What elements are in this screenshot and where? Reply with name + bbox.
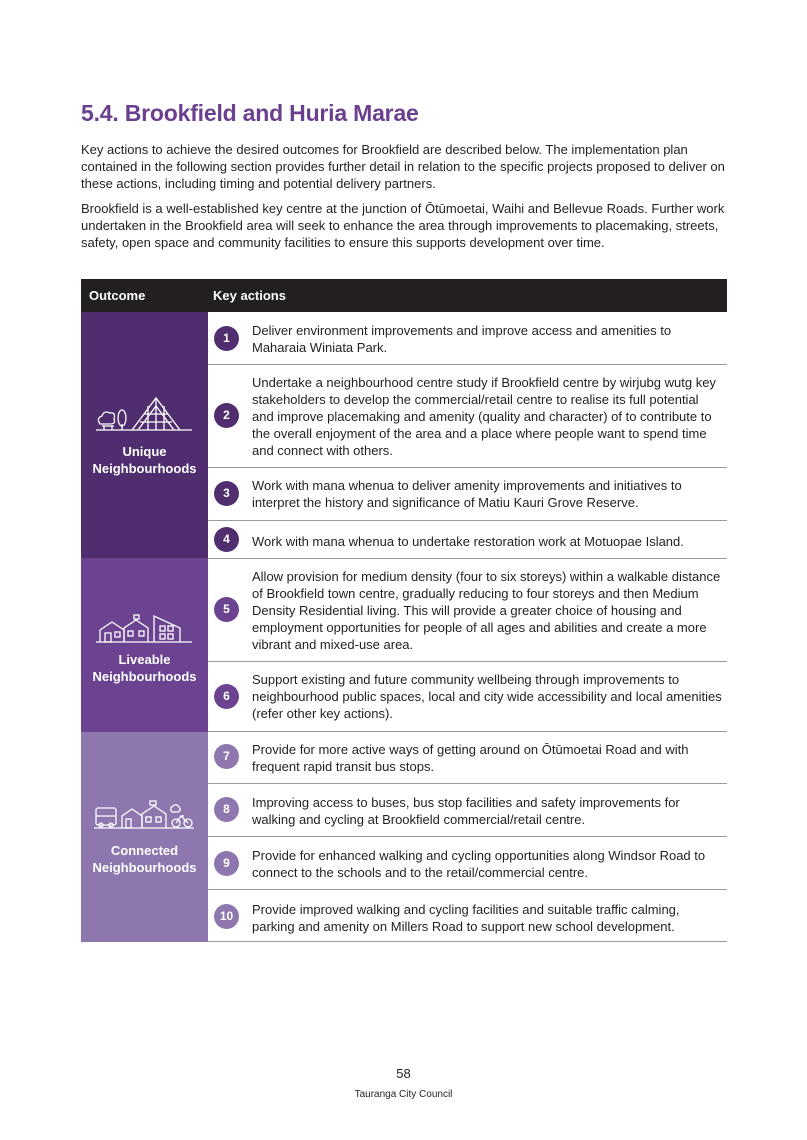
table-row [208, 890, 727, 942]
outcome-cell-connected [81, 732, 208, 942]
action-number-badge: 10 [214, 904, 239, 929]
table-row [208, 312, 727, 365]
outcome-label-liveable: Liveable Neighbourhoods [92, 652, 197, 684]
outcome-label-unique: Unique Neighbourhoods [92, 444, 197, 476]
outcome-cell-unique [81, 312, 208, 558]
key-actions-table [81, 279, 727, 942]
action-text: Provide improved walking and cycling facilities and suitable traffic calming, parking and amenity on Millers Road to support new school development. [252, 902, 680, 934]
action-number-badge: 3 [214, 481, 239, 506]
table-row [208, 837, 727, 890]
action-number-badge: 9 [214, 851, 239, 876]
action-text: Undertake a neighbourhood centre study if Brookfield centre by wirjubg wutg key stakeholders to develop the commercial/retail centre to realise its full potential and improve placemaking and amenity (quality and character) of to contribute to the overall enjoyment of the area and a place where people want to spend time and connect with others. [252, 375, 716, 458]
action-text: Provide for more active ways of getting around on Ōtūmoetai Road and with frequent rapid transit bus stops. [252, 742, 689, 774]
action-text: Improving access to buses, bus stop facilities and safety improvements for walking and cycling at Brookfield commercial/retail centre. [252, 795, 680, 827]
intro-paragraph-2: Brookfield is a well-established key centre at the junction of Ōtūmoetai, Waihi and Bellevue Roads. Further work undertaken in the Brookfield area will seek to enhance the area through improvements to placemaking, streets, safety, open space and community facilities to ensure this supports development over time. [81, 201, 725, 250]
table-row [208, 468, 727, 521]
table-row [208, 784, 727, 837]
action-text: Deliver environment improvements and improve access and amenities to Maharaia Winiata Park. [252, 323, 672, 355]
action-text: Work with mana whenua to undertake restoration work at Motuopae Island. [252, 534, 684, 549]
action-text: Allow provision for medium density (four to six storeys) within a walkable distance of Brookfield town centre, gradually reducing to four storeys and then Medium Density Residential living. This will provide a greater choice of housing and employment opportunities for people of all ages and abilities and create a more vibrant and mixed-use area. [252, 569, 721, 652]
footer-organisation: Tauranga City Council [354, 1089, 453, 1100]
action-number-badge: 4 [214, 527, 239, 552]
action-number-badge: 8 [214, 797, 239, 822]
action-text: Support existing and future community wellbeing through improvements to neighbourhood public spaces, local and city wide accessibility and local amenities (refer other key actions). [252, 672, 722, 721]
table-row [208, 521, 727, 559]
table-row [208, 662, 727, 732]
intro-paragraph-1: Key actions to achieve the desired outcomes for Brookfield are described below. The implementation plan contained in the following section provides further detail in relation to the specific projects proposed to deliver on these actions, including timing and potential delivery partners. [81, 142, 725, 191]
bus-houses-bike-icon [92, 798, 196, 832]
action-text: Work with mana whenua to deliver amenity improvements and initiatives to interpret the history and significance of Matiu Kauri Grove Reserve. [252, 478, 682, 510]
outcome-cell-liveable [81, 558, 208, 732]
park-and-bridge-icon [94, 394, 194, 434]
table-row [208, 365, 727, 468]
action-number-badge: 5 [214, 597, 239, 622]
action-text: Provide for enhanced walking and cycling opportunities along Windsor Road to connect to the schools and to the retail/commercial centre. [252, 848, 706, 880]
outcome-label-connected: Connected Neighbourhoods [92, 843, 197, 875]
table-row [208, 559, 727, 662]
page-number: 58 [396, 1066, 411, 1081]
page-title: 5.4. Brookfield and Huria Marae [81, 100, 419, 126]
action-number-badge: 1 [214, 326, 239, 351]
actions-column-header: Key actions [213, 288, 286, 303]
action-number-badge: 2 [214, 403, 239, 428]
houses-icon [94, 604, 194, 646]
table-header [81, 279, 727, 312]
table-row [208, 732, 727, 784]
outcome-column-header: Outcome [89, 288, 146, 303]
action-number-badge: 6 [214, 684, 239, 709]
action-number-badge: 7 [214, 744, 239, 769]
